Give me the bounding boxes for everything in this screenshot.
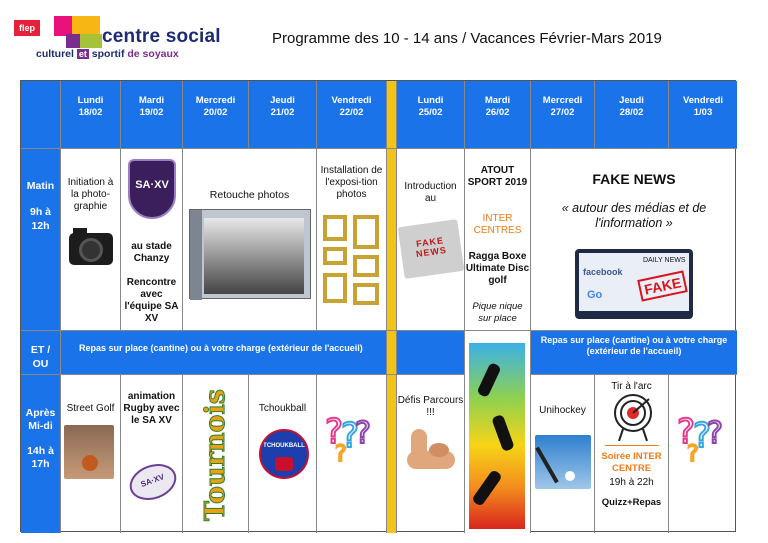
header-lundi-2: Lundi 25/02	[397, 81, 465, 149]
cell-retouche-photos: Retouche photos	[183, 149, 317, 331]
header-jeudi-1: Jeudi 21/02	[249, 81, 317, 149]
cell-saxv-rencontre: SA·XV au stade Chanzy Rencontre avec l'équipe SA XV	[121, 149, 183, 331]
svg-text:?: ?	[341, 416, 360, 456]
svg-text:?: ?	[687, 442, 699, 467]
unihockey-photo	[535, 435, 591, 489]
sport-silhouettes-graphic	[469, 343, 525, 529]
svg-text:?: ?	[335, 442, 347, 467]
header-vendredi-2: Vendredi 1/03	[669, 81, 737, 149]
svg-text:?: ?	[325, 412, 344, 452]
repas-week-2: Repas sur place (cantine) ou à votre charge (extérieur de l'accueil)	[531, 331, 737, 375]
cell-activity-1	[317, 375, 387, 533]
rugby-ball-icon: SA·XV	[125, 458, 182, 506]
archery-target-icon	[613, 393, 653, 441]
cell-sport-silhouettes	[465, 331, 531, 533]
row-label-apres-midi: Après Mi-di 14h à 17h	[21, 375, 61, 533]
colorful-question-marks-icon	[675, 403, 733, 467]
header-vendredi-1: Vendredi 22/02	[317, 81, 387, 149]
header-mercredi-2: Mercredi 27/02	[531, 81, 595, 149]
header-lundi-1: Lundi 18/02	[61, 81, 121, 149]
row-label-matin: Matin 9h à 12h	[21, 149, 61, 331]
cell-tournois	[183, 375, 249, 533]
svg-text:?: ?	[677, 412, 696, 452]
tournois-graphic: Tournois	[200, 389, 231, 521]
schedule-table	[20, 80, 736, 532]
repas-week-1: Repas sur place (cantine) ou à votre charge (extérieur de l'accueil)	[61, 331, 387, 375]
frames-icon	[323, 215, 381, 307]
logo-name: centre social	[102, 26, 221, 47]
cell-defis-parcours: Défis Parcours !!!	[397, 375, 465, 533]
street-golf-photo	[64, 425, 114, 479]
cell-fake-news: FAKE NEWS « autour des médias et de l'information » facebook Go DAILY NEWS FAKE	[531, 149, 737, 331]
cell-tir-arc: Tir à l'arc Soirée INTER CENTRE 19h à 22h Quizz+Repas	[595, 375, 669, 533]
flep-badge: flep	[14, 20, 40, 36]
cell-tchoukball: Tchoukball TCHOUKBALL	[249, 375, 317, 533]
svg-text:?: ?	[707, 416, 723, 451]
cell-street-golf: Street Golf	[61, 375, 121, 533]
cell-atout-sport: ATOUT SPORT 2019 INTER CENTRES Ragga Boxe Ultimate Disc golf Pique nique sur place	[465, 149, 531, 331]
cell-initiation-photo: Initiation à la photo-graphie	[61, 149, 121, 331]
cell-introduction-fake-news: Introduction au FAKE NEWS	[397, 149, 465, 331]
svg-text:?: ?	[355, 416, 371, 451]
cell-unihockey: Unihockey	[531, 375, 595, 533]
cell-activity-2	[669, 375, 737, 533]
week-separator	[387, 81, 397, 149]
keyboard-fake-news-icon: FAKE NEWS	[398, 219, 465, 279]
saxv-shield-icon: SA·XV	[128, 159, 176, 219]
page-title: Programme des 10 - 14 ans / Vacances Février-Mars 2019	[272, 30, 662, 47]
header-mardi-2: Mardi 26/02	[465, 81, 531, 149]
photo-editor-screenshot	[189, 209, 311, 299]
flexed-arm-icon	[407, 429, 457, 471]
corner-cell	[21, 81, 61, 149]
logo-subtitle: culturel et sportif de soyaux	[36, 48, 179, 60]
row-label-et-ou: ET / OU	[21, 331, 61, 375]
header-mardi-1: Mardi 19/02	[121, 81, 183, 149]
cell-animation-rugby: animation Rugby avec le SA XV SA·XV	[121, 375, 183, 533]
svg-text:?: ?	[693, 416, 712, 456]
fake-news-monitor-icon: facebook Go DAILY NEWS FAKE	[575, 249, 693, 319]
cell-installation-expo: Installation de l'exposi-tion photos	[317, 149, 387, 331]
header-jeudi-2: Jeudi 28/02	[595, 81, 669, 149]
tchoukball-icon: TCHOUKBALL	[259, 429, 309, 479]
header-mercredi-1: Mercredi 20/02	[183, 81, 249, 149]
colorful-question-marks-icon	[323, 403, 381, 467]
centre-social-logo	[14, 14, 224, 64]
camera-icon	[69, 233, 113, 265]
